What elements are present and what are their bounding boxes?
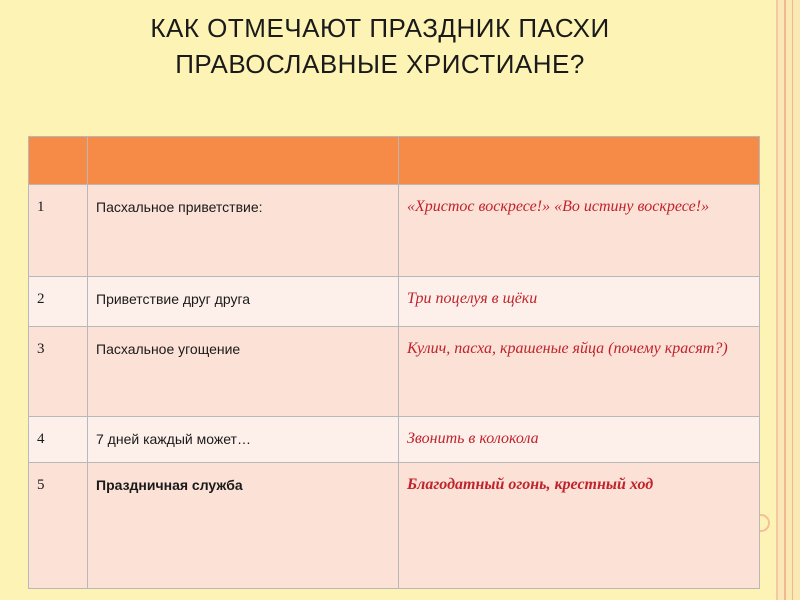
row-item: 7 дней каждый может… xyxy=(88,417,399,463)
slide-title-line-1: КАК ОТМЕЧАЮТ ПРАЗДНИК ПАСХИ xyxy=(150,13,610,43)
table-row xyxy=(29,463,760,589)
row-item: Праздничная служба xyxy=(88,463,399,589)
table-row xyxy=(29,185,760,277)
row-answer: Кулич, пасха, крашеные яйца (почему красят?) xyxy=(399,327,760,417)
row-number: 2 xyxy=(29,277,88,327)
header-cell-number xyxy=(29,137,88,185)
row-answer: «Христос воскресе!» «Во истину воскресе!» xyxy=(399,185,760,277)
row-number: 3 xyxy=(29,327,88,417)
row-number: 1 xyxy=(29,185,88,277)
row-item: Пасхальное приветствие: xyxy=(88,185,399,277)
table-row xyxy=(29,417,760,463)
row-answer: Благодатный огонь, крестный ход xyxy=(399,463,760,589)
row-number: 5 xyxy=(29,463,88,589)
table-header-row xyxy=(29,137,760,185)
row-item: Пасхальное угощение xyxy=(88,327,399,417)
row-answer: Звонить в колокола xyxy=(399,417,760,463)
header-cell-answer xyxy=(399,137,760,185)
slide-title-line-2: ПРАВОСЛАВНЫЕ ХРИСТИАНЕ? xyxy=(175,49,585,79)
decorative-stripes xyxy=(756,0,800,600)
table-row xyxy=(29,277,760,327)
table-row xyxy=(29,327,760,417)
row-number: 4 xyxy=(29,417,88,463)
header-cell-item xyxy=(88,137,399,185)
easter-traditions-table xyxy=(28,136,760,589)
row-answer: Три поцелуя в щёки xyxy=(399,277,760,327)
row-item: Приветствие друг друга xyxy=(88,277,399,327)
slide-title xyxy=(70,10,690,82)
